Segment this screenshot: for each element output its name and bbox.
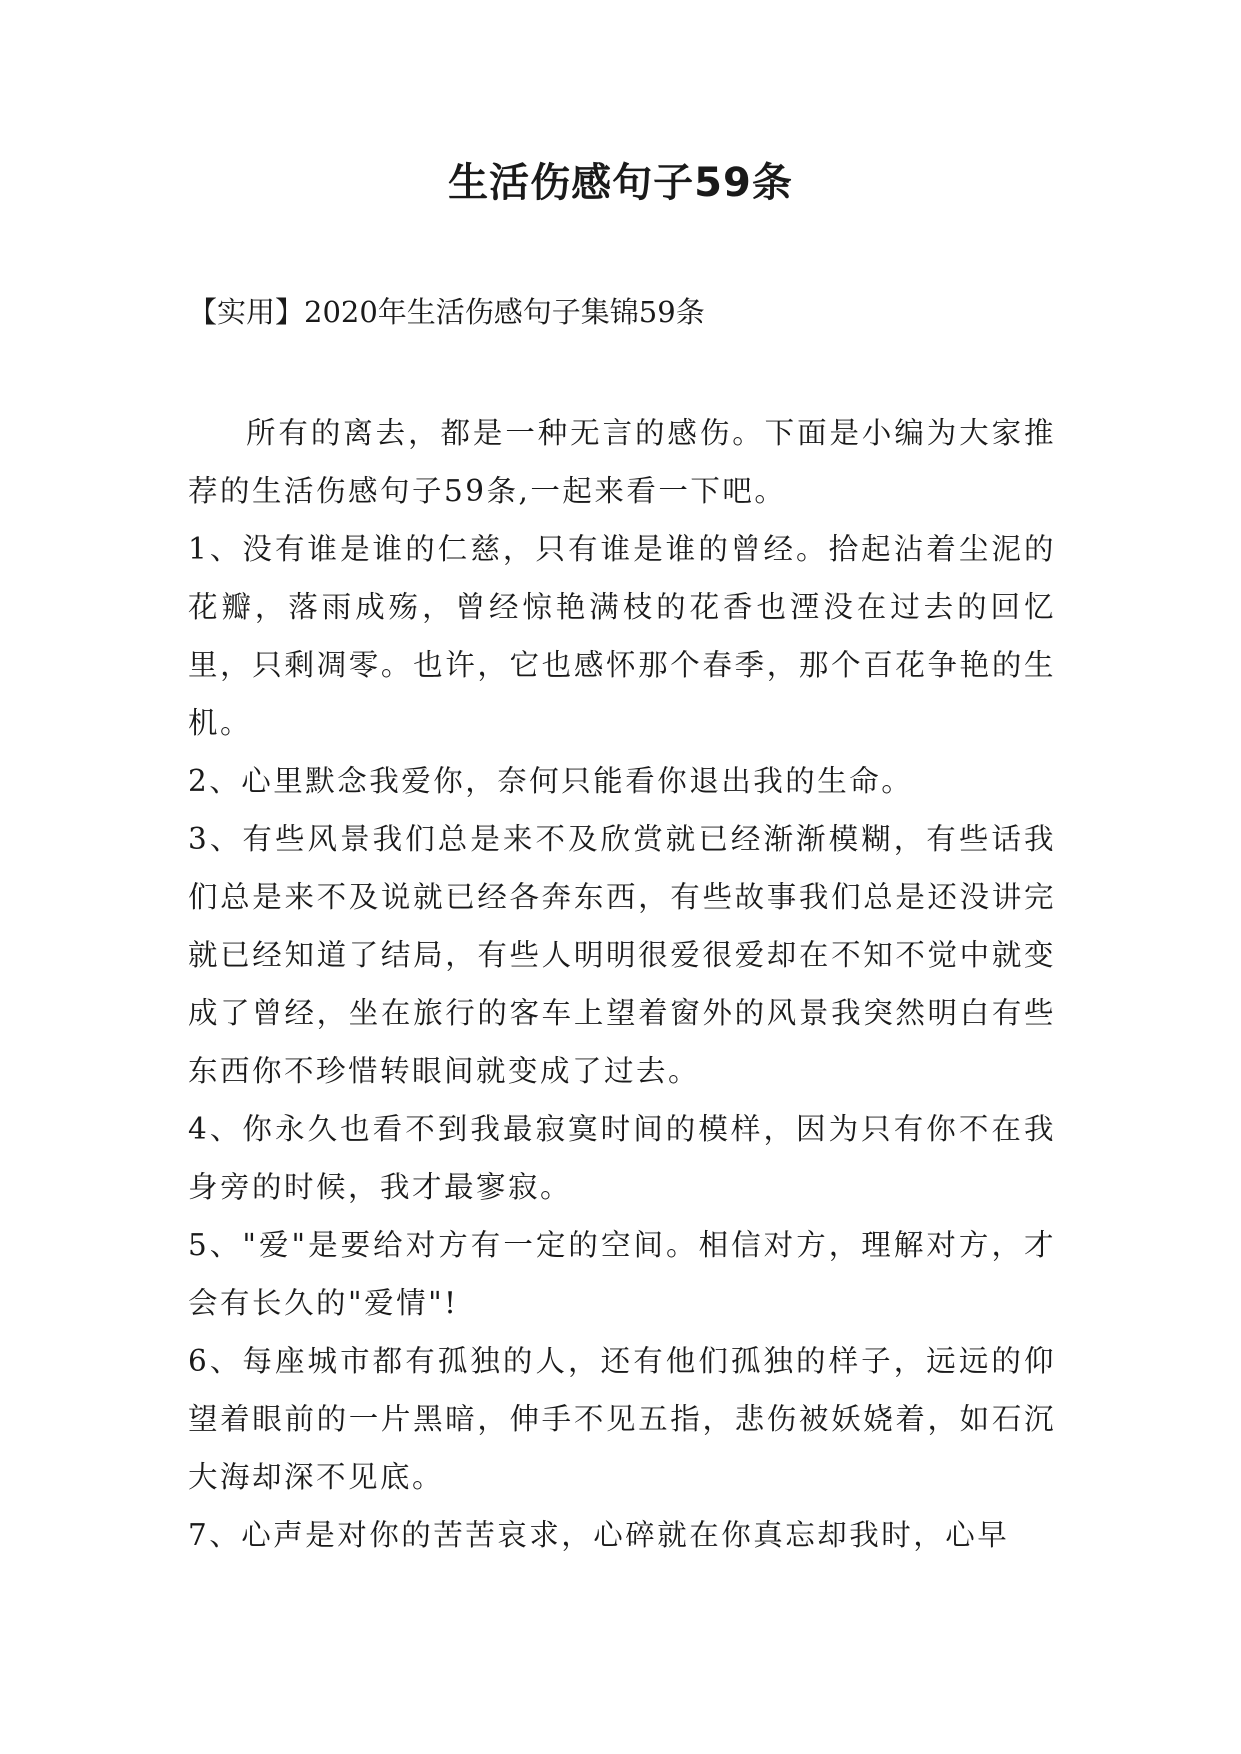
list-item: 1、没有谁是谁的仁慈，只有谁是谁的曾经。拾起沾着尘泥的花瓣，落雨成殇，曾经惊艳满枝的花香也湮没在过去的回忆里，只剩凋零。也许，它也感怀那个春季，那个百花争艳的生机。 xyxy=(188,532,1056,740)
document-body xyxy=(188,404,1056,1564)
list-item: 4、你永久也看不到我最寂寞时间的模样，因为只有你不在我身旁的时候，我才最寥寂。 xyxy=(188,1112,1056,1204)
list-item: 5、"爱"是要给对方有一定的空间。相信对方，理解对方，才会有长久的"爱情"! xyxy=(188,1228,1056,1320)
list-item: 2、心里默念我爱你，奈何只能看你退出我的生命。 xyxy=(188,764,914,798)
intro-paragraph: 所有的离去，都是一种无言的感伤。下面是小编为大家推荐的生活伤感句子59条,一起来看一下吧。 xyxy=(188,416,1056,508)
list-item: 6、每座城市都有孤独的人，还有他们孤独的样子，远远的仰望着眼前的一片黑暗，伸手不见五指，悲伤被妖娆着，如石沉大海却深不见底。 xyxy=(188,1344,1056,1494)
document-title: 生活伤感句子59条 xyxy=(448,160,793,206)
list-item: 3、有些风景我们总是来不及欣赏就已经渐渐模糊，有些话我们总是来不及说就已经各奔东西，有些故事我们总是还没讲完就已经知道了结局，有些人明明很爱很爱却在不知不觉中就变成了曾经，坐在旅行的客车上望着窗外的风景我突然明白有些东西你不珍惜转眼间就变成了过去。 xyxy=(188,822,1056,1088)
list-item: 7、心声是对你的苦苦哀求，心碎就在你真忘却我时，心早 xyxy=(188,1518,1010,1552)
document-subtitle: 【实用】2020年生活伤感句子集锦59条 xyxy=(188,295,705,329)
